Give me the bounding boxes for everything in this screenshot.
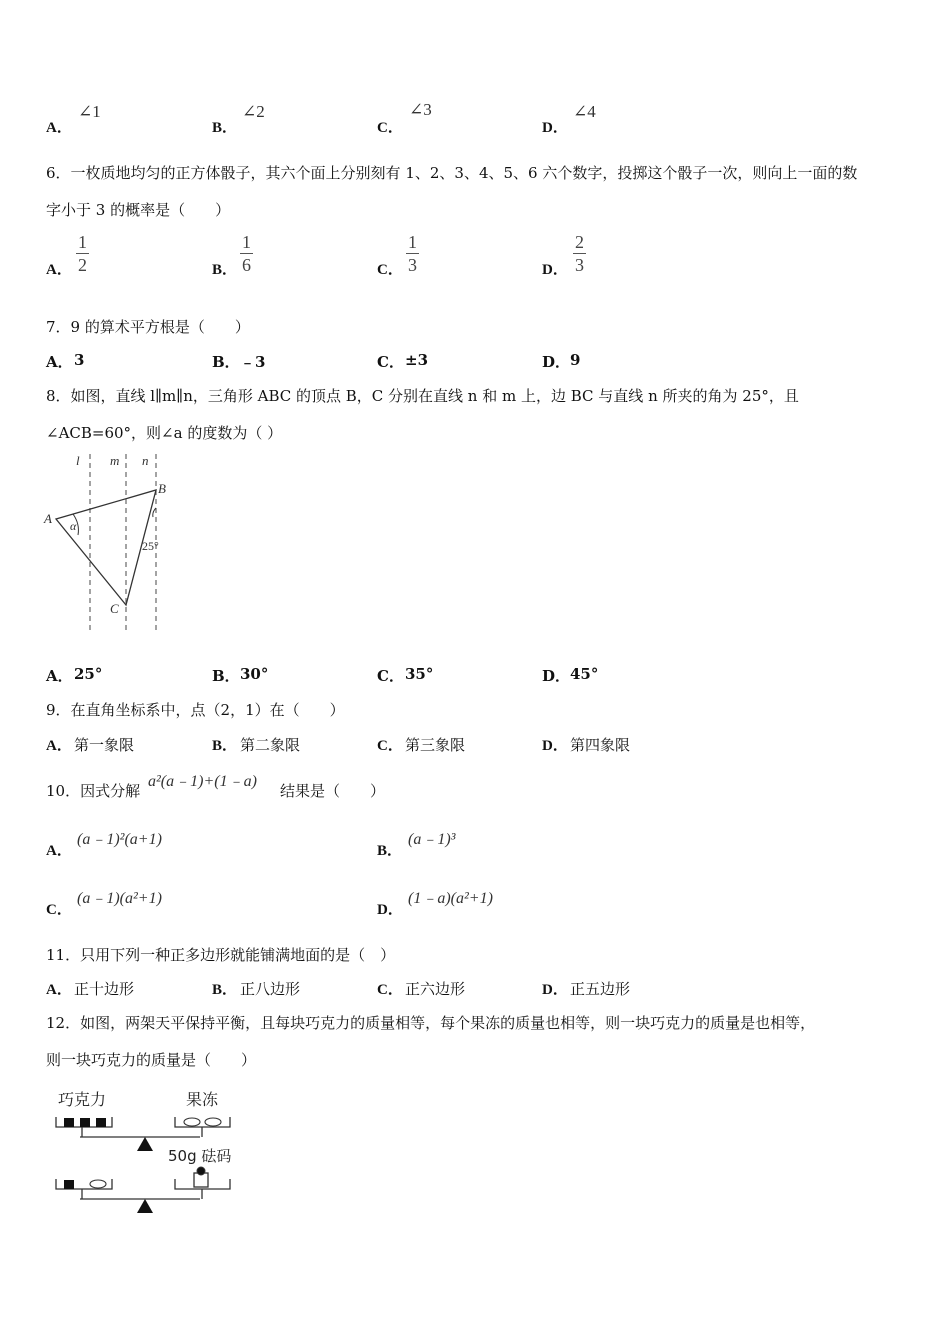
balance-1 <box>56 1117 230 1151</box>
q7-option-b-value: ﹣3 <box>240 353 266 371</box>
weight-knob-icon <box>197 1167 205 1175</box>
q9-option-c-letter: C． <box>377 738 403 754</box>
q6-option-b-fraction <box>240 233 253 274</box>
q10-option-a-letter: A． <box>46 843 72 859</box>
q8-option-a-value: 25° <box>74 665 103 683</box>
q8-option-d-value: 45° <box>570 665 599 683</box>
q9-option-a-letter: A． <box>46 738 72 754</box>
jelly-icon <box>184 1118 200 1126</box>
q6-option-c-fraction <box>406 233 419 274</box>
q11-option-a-value: 正十边形 <box>74 980 135 998</box>
q6-option-c-numerator: 1 <box>408 232 417 252</box>
label-jelly: 果冻 <box>186 1090 219 1109</box>
q7-option-d-letter: D． <box>542 353 571 371</box>
q7-option-c-value: ±3 <box>405 351 429 369</box>
jelly-icon <box>205 1118 221 1126</box>
q8-option-b-value: 30° <box>240 665 269 683</box>
q10-option-b-value: (a﹣1)³ <box>408 831 456 848</box>
q9-option-a-value: 第一象限 <box>74 736 135 754</box>
chocolate-icon <box>64 1118 74 1127</box>
q10-option-a-value: (a﹣1)²(a+1) <box>77 831 162 848</box>
q6-stem-line1: 6．一枚质地均匀的正方体骰子，其六个面上分别刻有 1、2、3、4、5、6 六个数字，投掷这个骰子一次，则向上一面的数 <box>46 164 858 182</box>
q9-option-b-letter: B． <box>212 738 238 754</box>
q10-option-c-value: (a﹣1)(a²+1) <box>77 890 162 907</box>
q6-stem-line2: 字小于 3 的概率是（ ） <box>46 201 231 219</box>
q8-option-d-letter: D． <box>542 667 571 685</box>
q5-option-d-letter: D． <box>542 120 568 136</box>
q6-option-a-numerator: 1 <box>78 232 87 252</box>
q11-option-c-letter: C． <box>377 982 403 998</box>
q5-option-c-letter: C． <box>377 120 403 136</box>
q9-option-d-letter: D． <box>542 738 568 754</box>
q5-option-a-value: ∠1 <box>78 102 101 121</box>
q8-figure-triangle <box>40 450 180 635</box>
q10-stem-suffix: 结果是（ ） <box>280 782 386 800</box>
chocolate-icon <box>96 1118 106 1127</box>
q6-option-d-fraction <box>573 233 586 274</box>
triangle-abc <box>56 490 156 605</box>
q11-option-b-value: 正八边形 <box>240 980 301 998</box>
q12-stem-line2: 则一块巧克力的质量是（ ） <box>46 1051 257 1069</box>
chocolate-icon <box>80 1118 90 1127</box>
q6-option-b-numerator: 1 <box>242 232 251 252</box>
q11-option-d-value: 正五边形 <box>570 980 631 998</box>
label-vertex-b: B <box>158 481 166 496</box>
q8-stem-line1: 8．如图，直线 l∥m∥n，三角形 ABC 的顶点 B，C 分别在直线 n 和 m 上，边 BC 与直线 n 所夹的角为 25°，且 <box>46 387 799 405</box>
q10-option-c-letter: C． <box>46 902 72 918</box>
q8-option-b-letter: B． <box>212 667 240 685</box>
label-vertex-c: C <box>110 601 119 616</box>
label-l: l <box>76 453 80 468</box>
label-vertex-a: A <box>44 511 52 526</box>
q9-option-c-value: 第三象限 <box>405 736 466 754</box>
q9-stem: 9．在直角坐标系中，点（2，1）在（ ） <box>46 701 345 719</box>
balance-2 <box>56 1167 230 1213</box>
q11-option-c-value: 正六边形 <box>405 980 466 998</box>
q11-option-a-letter: A． <box>46 982 72 998</box>
q11-stem: 11．只用下列一种正多边形就能铺满地面的是（ ） <box>46 946 396 964</box>
q8-option-a-letter: A． <box>46 667 73 685</box>
label-m: m <box>110 453 120 468</box>
q8-option-c-value: 35° <box>405 665 434 683</box>
q10-option-d-letter: D． <box>377 902 403 918</box>
q10-expression: a²(a﹣1)+(1﹣a) <box>148 773 257 790</box>
q5-option-b-letter: B． <box>212 120 238 136</box>
q6-option-c-letter: C． <box>377 262 403 278</box>
q7-option-d-value: 9 <box>570 351 581 369</box>
label-chocolate: 巧克力 <box>58 1090 107 1109</box>
q9-option-d-value: 第四象限 <box>570 736 631 754</box>
q6-option-d-numerator: 2 <box>575 232 584 252</box>
q10-stem-prefix: 10．因式分解 <box>46 782 141 800</box>
label-50g-weight: 50g 砝码 <box>168 1147 232 1165</box>
label-alpha: α <box>70 519 77 533</box>
q6-option-a-letter: A． <box>46 262 72 278</box>
q9-option-b-value: 第二象限 <box>240 736 301 754</box>
q7-option-a-value: 3 <box>74 351 85 369</box>
fulcrum-icon <box>137 1137 153 1151</box>
q11-option-b-letter: B． <box>212 982 238 998</box>
q7-option-c-letter: C． <box>377 353 404 371</box>
q7-option-a-letter: A． <box>46 353 73 371</box>
q8-stem-line2: ∠ACB=60°，则∠a 的度数为（ ） <box>46 424 283 442</box>
q6-option-a-fraction <box>76 233 89 274</box>
q5-option-c-value: ∠3 <box>409 100 432 119</box>
q11-option-d-letter: D． <box>542 982 568 998</box>
q8-option-c-letter: C． <box>377 667 404 685</box>
q6-option-b-denominator: 6 <box>242 255 251 275</box>
q7-option-b-letter: B． <box>212 353 240 371</box>
q12-figure-balances <box>50 1085 250 1220</box>
q5-option-b-value: ∠2 <box>242 102 265 121</box>
q6-option-c-denominator: 3 <box>408 255 417 275</box>
q5-option-a-letter: A． <box>46 120 72 136</box>
label-25-degrees: 25° <box>142 539 159 553</box>
q6-option-d-letter: D． <box>542 262 568 278</box>
q6-option-b-letter: B． <box>212 262 238 278</box>
q5-option-d-value: ∠4 <box>573 102 596 121</box>
q6-option-a-denominator: 2 <box>78 255 87 275</box>
q10-option-b-letter: B． <box>377 843 403 859</box>
q7-stem: 7．9 的算术平方根是（ ） <box>46 318 250 336</box>
q6-option-d-denominator: 3 <box>575 255 584 275</box>
q10-option-d-value: (1﹣a)(a²+1) <box>408 890 493 907</box>
label-n: n <box>142 453 149 468</box>
chocolate-icon <box>64 1180 74 1189</box>
fulcrum-icon <box>137 1199 153 1213</box>
jelly-icon <box>90 1180 106 1188</box>
q12-stem-line1: 12．如图，两架天平保持平衡，且每块巧克力的质量相等，每个果冻的质量也相等，则一块巧克力的质量是也相等， <box>46 1014 816 1032</box>
